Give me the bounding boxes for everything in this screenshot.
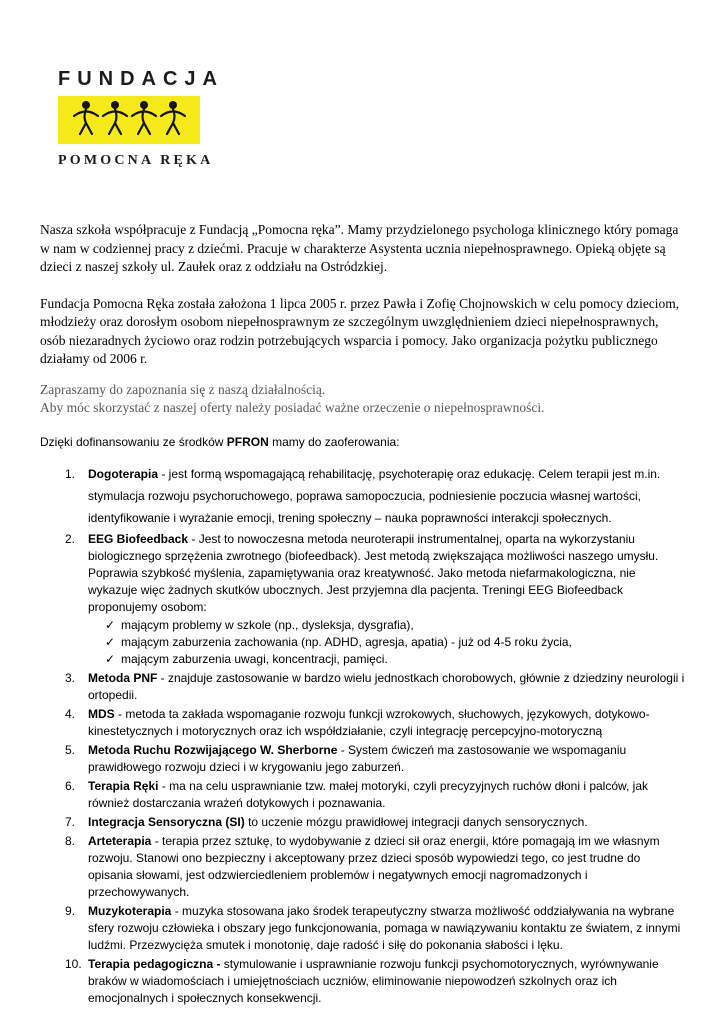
list-item-number: 4. (65, 706, 76, 721)
list-item-number: 9. (65, 903, 76, 918)
list-item-number: 1. (65, 466, 76, 481)
list-item-text: - terapia przez sztukę, to wydobywanie z dzieci sił oraz energii, które pomagają im we własnym rozwoju. Stanowi ono bezpieczny i akceptowany przez dzieci sposób wypowiedzi tego, co jest trudne do opisania słowami, jest odzwierciedleniem problemów i negatywnych emocji nagromadzonych i przechowywanych. (88, 833, 660, 899)
check-list (88, 617, 685, 668)
offer-intro-pfron: PFRON (226, 434, 269, 449)
logo-yellow-box (58, 96, 200, 144)
list-item-number: 10. (65, 956, 82, 971)
list-item (65, 706, 685, 740)
list-item-text: stymulowanie i usprawnianie rozwoju funkcji psychomotorycznych, wyrównywanie braków w wiadomościach i umiejętnościach uczniów, eliminowanie niepowodzeń szkolnych oraz ich emocjonalnych i społecznych konsekwencji. (88, 956, 659, 1005)
list-item-title: Metoda PNF (88, 670, 158, 685)
list-item-title: Integracja Sensoryczna (SI) (88, 814, 245, 829)
list-item-text: - muzyka stosowana jako środek terapeutyczny stwarza możliwość oddziaływania na wybrane sfery rozwoju człowieka i obszary jego funkcjonowania, pomaga w nawiązywaniu kontaktu ze światem, z innymi ludźmi. Przezwycięża smutek i monotonię, daje radość i siłę do pokonania słabości i lęku. (88, 903, 681, 952)
paragraph-foundation-history: Fundacja Pomocna Ręka została założona 1 lipca 2005 r. przez Pawła i Zofię Chojnowskich w celu pomocy dzieciom, młodzieży oraz dorosłym osobom niepełnosprawnym ze szczególnym uwzględnieniem dzieci niepełnosprawnych, osób niezaradnych życiowo oraz rodzin potrzebujących wsparcia i pomocy. Jako organizacja pożytku publicznego działamy od 2006 r. (40, 295, 680, 366)
paragraph-invitation (40, 381, 685, 418)
list-item-title: MDS (88, 706, 115, 721)
list-item (65, 903, 685, 954)
list-item (65, 814, 685, 831)
list-item (65, 670, 685, 704)
list-item-title: Arteterapia (88, 833, 152, 848)
list-item (65, 778, 685, 812)
list-item-number: 5. (65, 742, 76, 757)
list-item-text: - Jest to nowoczesna metoda neuroterapii instrumentalnej, oparta na wykorzystaniu biologicznego sprzężenia zwrotnego (biofeedback). Jest metodą zwiększająca możliwości naszego umysłu. Poprawia szybkość myślenia, zapamiętywania oraz kreatywność. Jako metoda niefarmakologiczna, nie wykazuje więc żadnych skutków ubocznych. Jest przyjemna dla pacjenta. Treningi EEG Biofeedback proponujemy osobom: (88, 531, 659, 614)
list-item-title: Terapia pedagogiczna - (88, 956, 221, 971)
list-item-number: 7. (65, 814, 76, 829)
check-item-text: mającym problemy w szkole (np., dysleksja, dysgrafia), (121, 617, 414, 632)
paragraph-school-cooperation: Nasza szkoła współpracuje z Fundacją „Pomocna ręka”. Mamy przydzielonego psychologa klinicznego który pomaga w nam w codziennej pracy z dziećmi. Pracuje w charakterze Asystenta ucznia niepełnosprawnego. Opieką objęte są dzieci z naszej szkoły ul. Zaułek oraz z oddziału na Ostródzkiej. (40, 222, 679, 274)
list-item-title: EEG Biofeedback (88, 531, 189, 546)
list-item (65, 833, 685, 901)
check-list-item (105, 634, 685, 651)
list-item-text: - ma na celu usprawnianie tzw. małej motoryki, czyli precyzyjnych ruchów dłoni i palców, jak również dostarczania wrażeń dotykowych i poznawania. (88, 778, 649, 810)
list-item-number: 6. (65, 778, 76, 793)
check-item-text: mającym zaburzenia uwagi, koncentracji, pamięci. (121, 651, 388, 666)
check-item-text: mającym zaburzenia zachowania (np. ADHD, agresja, apatia) - już od 4-5 roku życia, (121, 634, 572, 649)
list-item-number: 2. (65, 531, 76, 546)
offer-intro-suffix: mamy do zaoferowania: (268, 434, 400, 449)
dancing-figures-icon (64, 96, 194, 145)
list-item-number: 3. (65, 670, 76, 685)
invitation-line-1: Zapraszamy do zapoznania się z naszą działalnością. (40, 381, 326, 397)
list-item-text: - System ćwiczeń ma zastosowanie we wspomaganiu prawidłowego rozwoju dzieci i w krygowaniu jego zaburzeń. (88, 742, 627, 774)
therapy-list (65, 463, 685, 1007)
list-item-text: to uczenie mózgu prawidłowej integracji danych sensorycznych. (244, 814, 588, 829)
list-item-title: Dogoterapia (88, 466, 159, 481)
list-item-text: - znajduje zastosowanie w bardzo wielu jednostkach chorobowych, głównie z dziedziny neurologii i ortopedii. (88, 670, 685, 702)
list-item (65, 742, 685, 776)
list-item (65, 463, 685, 529)
list-item-title: Muzykoterapia (88, 903, 172, 918)
check-icon: ✓ (105, 617, 116, 632)
check-icon: ✓ (105, 634, 116, 649)
list-item (65, 531, 685, 668)
list-item-title: Metoda Ruchu Rozwijającego W. Sherborne (88, 742, 338, 757)
check-list-item (105, 617, 685, 634)
list-item-text: - metoda ta zakłada wspomaganie rozwoju funkcji wzrokowych, słuchowych, językowych, dotykowo-kinestetycznych i motorycznych oraz ich współdziałanie, czyli integrację percepcyjno-motoryczną (88, 706, 650, 738)
list-item-title: Terapia Ręki (88, 778, 159, 793)
list-item-text: - jest formą wspomagającą rehabilitację, psychoterapię oraz edukację. Celem terapii jest m.in. stymulacja rozwoju psychoruchowego, poprawa samopoczucia, podniesienie poczucia własnej wartości, identyfikowanie i wyrażanie emocji, trening społeczny – nauka poprawności interakcji społecznych. (88, 466, 661, 525)
check-icon: ✓ (105, 651, 116, 666)
list-item-number: 8. (65, 833, 76, 848)
logo-wordmark-top: FUNDACJA (58, 68, 224, 90)
offer-intro (40, 434, 685, 451)
logo-wordmark-bottom: POMOCNA RĘKA (58, 153, 214, 168)
foundation-logo (58, 68, 224, 169)
offer-intro-prefix: Dzięki dofinansowaniu ze środków (40, 434, 227, 449)
invitation-line-2: Aby móc skorzystać z naszej oferty należy posiadać ważne orzeczenie o niepełnosprawności. (40, 400, 545, 415)
check-list-item (105, 651, 685, 668)
list-item (65, 956, 685, 1007)
